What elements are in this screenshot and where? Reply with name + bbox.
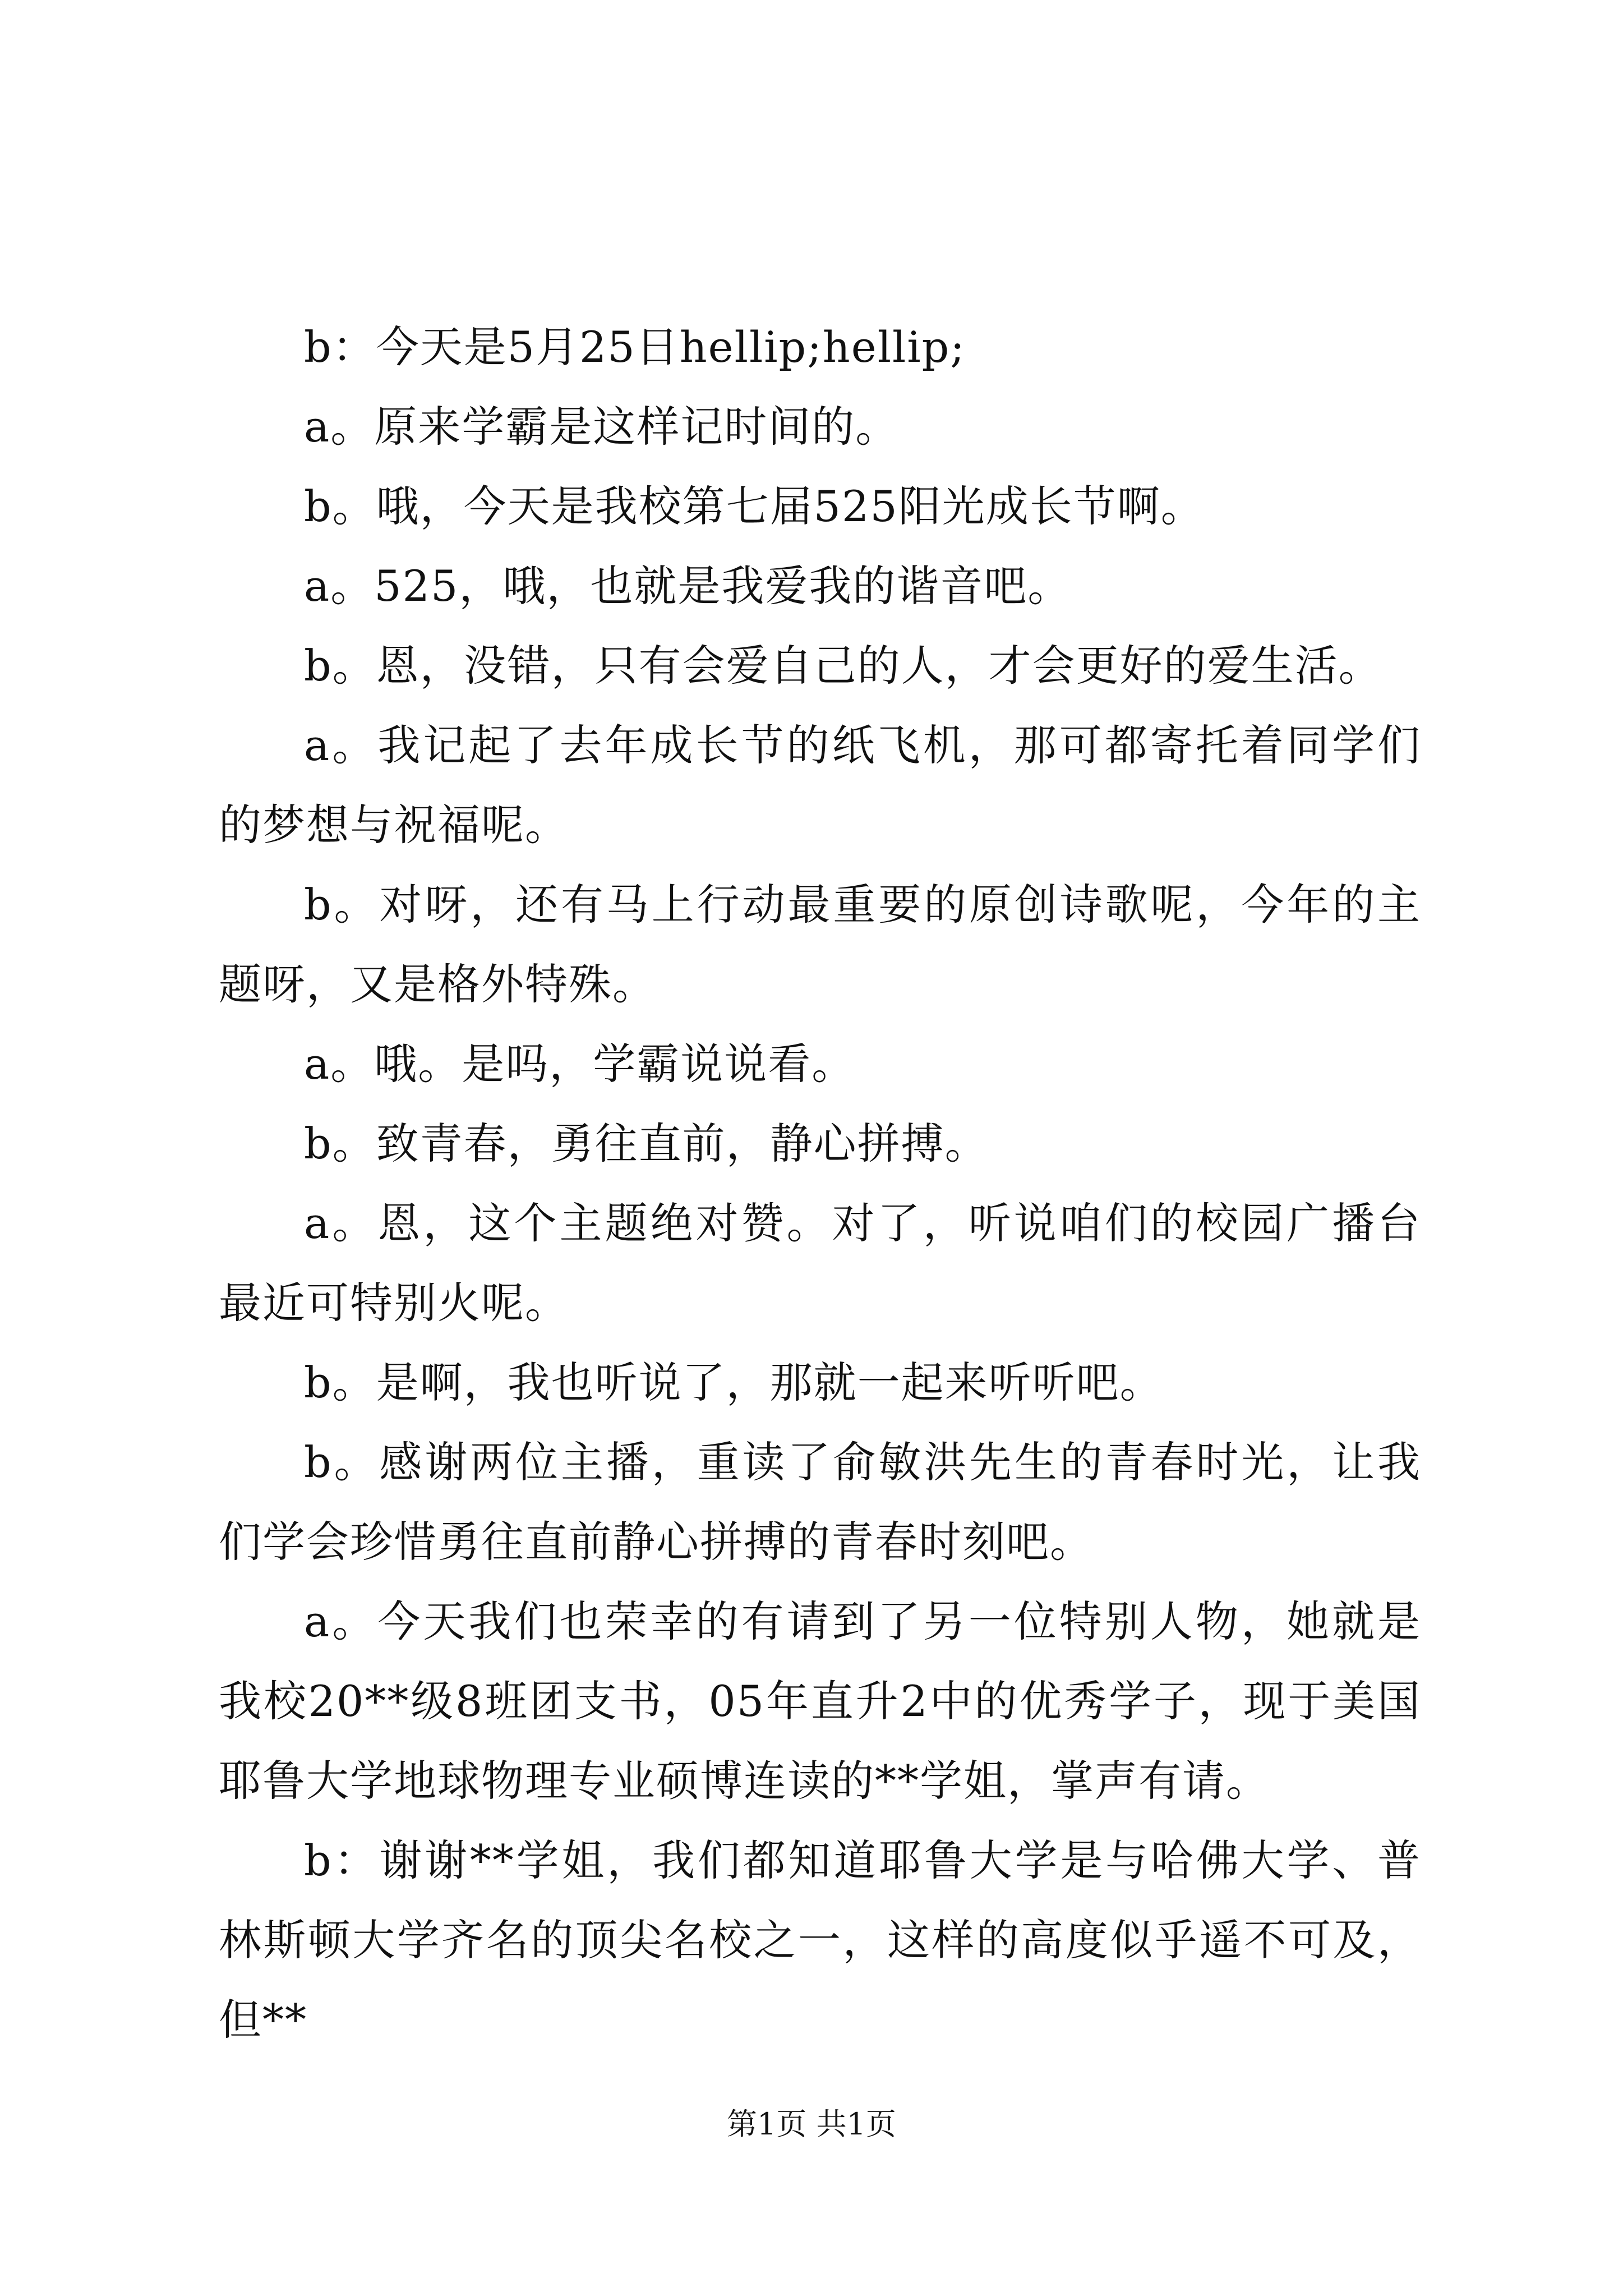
paragraph: b：谢谢**学姐，我们都知道耶鲁大学是与哈佛大学、普林斯顿大学齐名的顶尖名校之一，这样的高度似乎遥不可及，但**	[219, 1835, 1421, 2045]
paragraph: b：今天是5月25日hellip;hellip;	[304, 322, 966, 372]
paragraph: b。致青春，勇往直前，静心拼搏。	[304, 1119, 989, 1168]
page-footer: 第1页 共1页	[727, 2106, 896, 2142]
document-body	[219, 307, 1421, 2060]
paragraph: a。哦。是吗，学霸说说看。	[304, 1039, 856, 1089]
paragraph: a。恩，这个主题绝对赞。对了，听说咱们的校园广播台最近可特别火呢。	[219, 1198, 1421, 1328]
paragraph: a。525，哦，也就是我爱我的谐音吧。	[304, 561, 1072, 611]
paragraph: a。我记起了去年成长节的纸飞机，那可都寄托着同学们的梦想与祝福呢。	[219, 720, 1421, 850]
paragraph: b。感谢两位主播，重读了俞敏洪先生的青春时光，让我们学会珍惜勇往直前静心拼搏的青春时刻吧。	[219, 1437, 1421, 1567]
paragraph: b。对呀，还有马上行动最重要的原创诗歌呢，今年的主题呀，又是格外特殊。	[219, 880, 1421, 1009]
paragraph: b。恩，没错，只有会爱自己的人，才会更好的爱生活。	[304, 641, 1382, 691]
paragraph: a。原来学霸是这样记时间的。	[304, 402, 900, 452]
paragraph: b。哦，今天是我校第七届525阳光成长节啊。	[304, 481, 1205, 531]
paragraph: b。是啊，我也听说了，那就一起来听听吧。	[304, 1358, 1164, 1407]
paragraph: a。今天我们也荣幸的有请到了另一位特别人物，她就是我校20**级8班团支书，05年直升2中的优秀学子，现于美国耶鲁大学地球物理专业硕博连读的**学姐，掌声有请。	[219, 1596, 1421, 1806]
